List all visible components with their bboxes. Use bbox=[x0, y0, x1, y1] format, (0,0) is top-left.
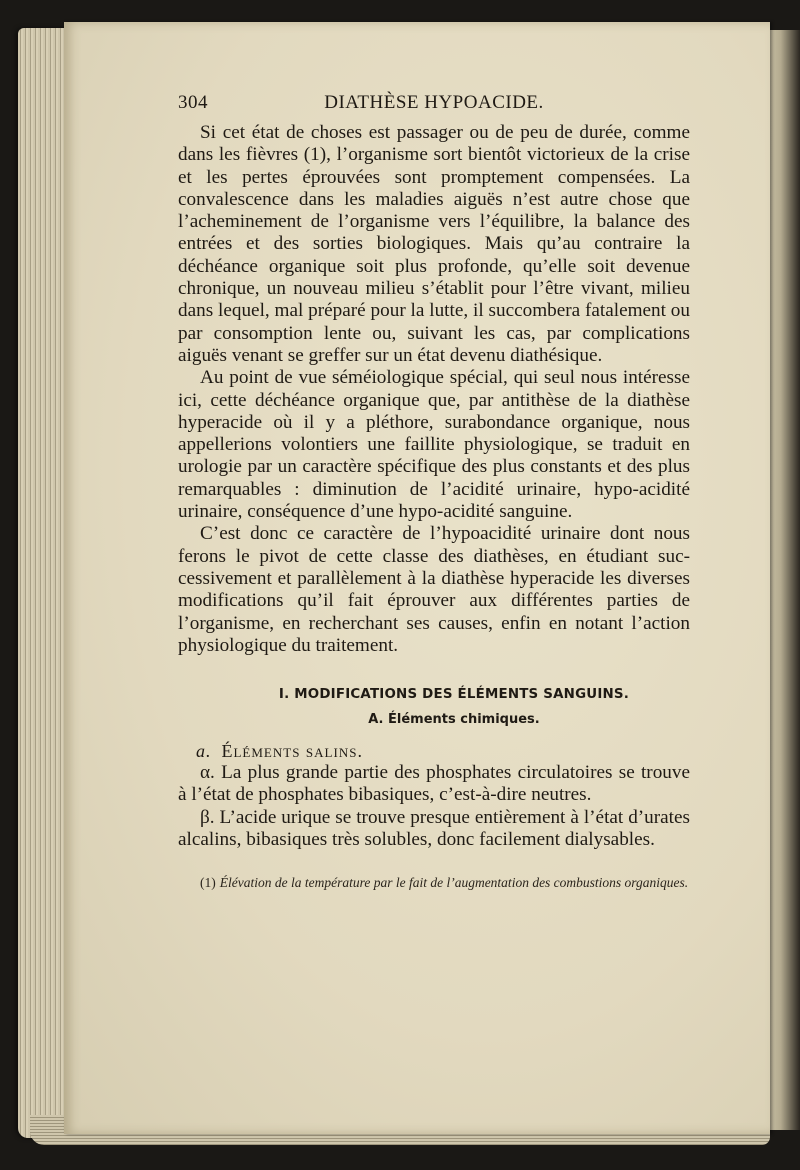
sub-heading-letter: a. bbox=[196, 741, 212, 762]
section-title: I. MODIFICATIONS DES ÉLÉMENTS SANGUINS. bbox=[278, 687, 630, 703]
footnote bbox=[178, 875, 690, 891]
running-title: DIATHÈSE HYPOACIDE. bbox=[324, 92, 544, 113]
list-item-beta: β. L’acide urique se trouve presque entièrement à l’état d’urates alcalins, bibasiques très solubles, donc facilement dialysables. bbox=[178, 806, 690, 851]
paragraph-1: Si cet état de choses est passager ou de peu de durée, comme dans les fièvres (1), l’organisme sort bientôt victorieux de la crise et les pertes éprouvées sont promptement compensées. La convalescence dans les maladies aiguës n’est autre chose que l’acheminement de l’organisme vers l’équilibre, la balance des entrées et des sorties biologiques. Mais qu’au contraire la déchéance organique soit plus profonde, qu’elle soit devenue chronique, un nouveau milieu s’établit pour l’être vivant, milieu dans lequel, mal préparé pour la lutte, il succombera fatalement ou par consomption lente ou, suivant les cas, par complications aiguës venant se greffer sur un état devenu diathésique. bbox=[178, 122, 690, 366]
paragraph-3: C’est donc ce caractère de l’hypoacidité urinaire dont nous ferons le pivot de cette classe des diathèses, en étudiant successivement et parallèlement à la diathèse hyperacide les diverses modifications qu’il fait éprouver aux différentes parties de l’organisme, en recherchant ses causes, enfin en notant l’action physiologique du traitement. bbox=[178, 523, 690, 656]
sub-heading bbox=[196, 741, 690, 762]
list-item-alpha: α. La plus grande partie des phosphates circulatoires se trouve à l’état de phosphates bibasiques, c’est-à-dire neutres. bbox=[178, 762, 690, 806]
page-number: 304 bbox=[178, 92, 208, 113]
page-content bbox=[178, 92, 690, 891]
page-edge-right bbox=[768, 30, 800, 1130]
paragraph-2: Au point de vue séméiologique spécial, qui seul nous intéresse ici, cette déchéance organique que, par antithèse de la diathèse hyperacide où il y a pléthore, surabondance organique, nous appellerions volontiers une faillite physiologique, se traduit en urologie par un caractère spécifique des plus constants et des plus remarquables : diminution de l’acidité urinaire, hypo-acidité urinaire, conséquence d’une hypo-acidité sanguine. bbox=[178, 367, 690, 523]
footnote-text: Élévation de la température par le fait de l’augmentation des combustions organiques. bbox=[219, 875, 689, 891]
sub-heading-text: Éléments salins. bbox=[221, 741, 363, 762]
subsection-title: A. Éléments chimiques. bbox=[368, 712, 540, 728]
page-header bbox=[178, 92, 690, 114]
footnote-mark: (1) bbox=[200, 875, 216, 891]
